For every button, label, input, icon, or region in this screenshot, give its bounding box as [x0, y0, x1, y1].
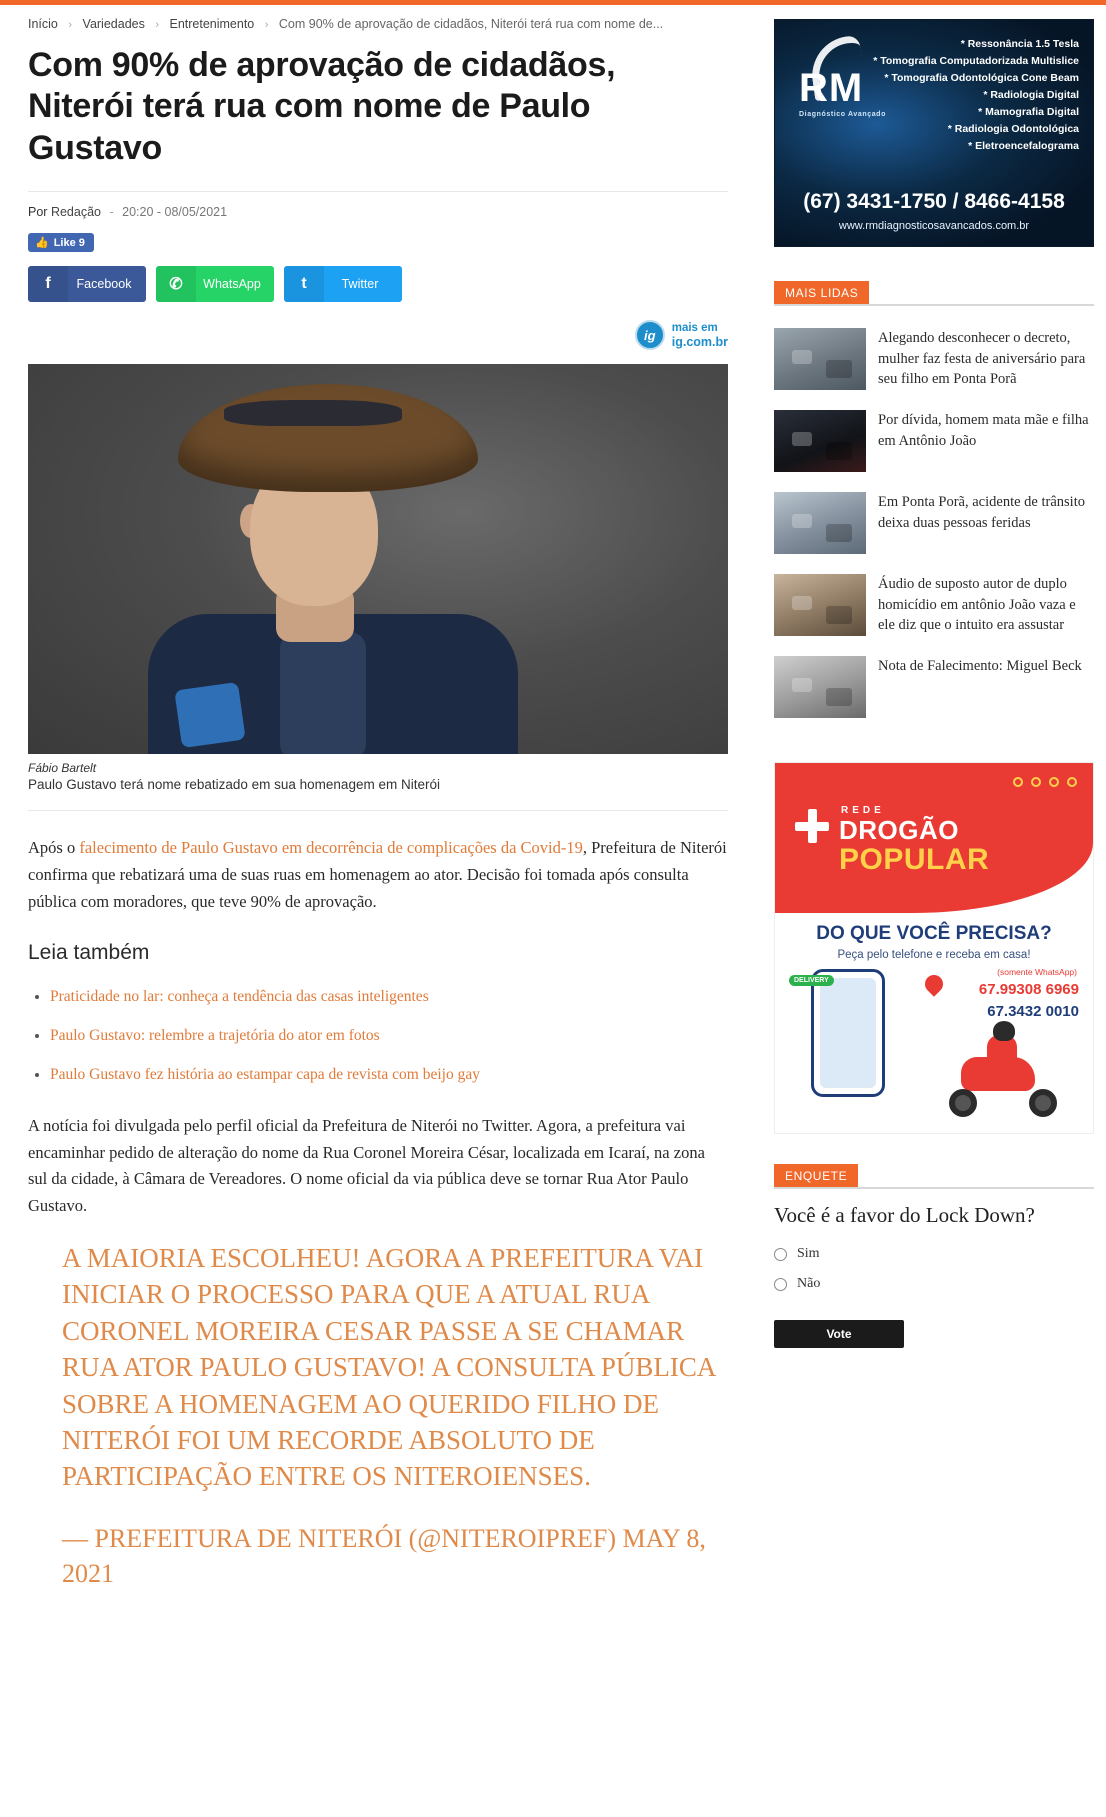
breadcrumb-separator-icon: ›: [155, 19, 159, 31]
story-title: Em Ponta Porã, acidente de trânsito deixa duas pessoas feridas: [878, 494, 1085, 531]
ad-drogao-popular[interactable]: [774, 762, 1094, 1134]
list-item[interactable]: [774, 400, 1094, 482]
article-figure: [28, 364, 728, 800]
leia-link-1[interactable]: Praticidade no lar: conheça a tendência das casas inteligentes: [50, 987, 429, 1005]
share-buttons: [28, 266, 728, 302]
ad-rm-service-4: * Radiologia Digital: [983, 89, 1079, 101]
leia-tambem-heading: Leia também: [28, 940, 150, 964]
story-title: Áudio de suposto autor de duplo homicídio em antônio João vaza e ele diz que o intuito era assustar: [878, 576, 1076, 634]
breadcrumb-separator-icon: ›: [68, 19, 73, 31]
ad-drogao-question: DO QUE VOCÊ PRECISA?: [816, 923, 1052, 944]
story-thumbnail: [774, 492, 866, 554]
lead-post-text: , Prefeitura de Niterói confirma que rebatizará uma de suas ruas em homenagem ao ator. Decisão foi tomada após consulta pública com moradores, que teve 90% de aprovação.: [28, 838, 727, 911]
poll-option-nao[interactable]: [774, 1276, 1094, 1292]
story-title: Alegando desconhecer o decreto, mulher faz festa de aniversário para seu filho em Ponta Porã: [878, 330, 1086, 388]
ad-drogao-whatsapp-note: (somente WhatsApp): [997, 967, 1077, 977]
mais-em-line1: mais em: [671, 321, 718, 334]
breadcrumb-current: Com 90% de aprovação de cidadãos, Niterói terá rua com nome de...: [278, 17, 664, 31]
radio-button-icon[interactable]: [774, 1248, 787, 1261]
ad-rm-service-3: * Tomografia Odontológica Cone Beam: [884, 72, 1079, 84]
byline-author[interactable]: Redação: [50, 205, 101, 220]
poll-option-label: Sim: [797, 1246, 820, 1261]
embedded-tweet-quote: [28, 1240, 728, 1591]
tweet-attribution[interactable]: — PREFEITURA DE NITERÓI (@NITEROIPREF) MAY 8, 2021: [62, 1523, 706, 1588]
ad-drogao-subtitle: Peça pelo telefone e receba em casa!: [837, 949, 1031, 961]
ad-drogao-dots-icon: [1013, 777, 1077, 787]
enquete-header: [774, 1164, 1094, 1189]
share-whatsapp-button[interactable]: [156, 266, 274, 302]
page-layout: [28, 5, 1089, 1617]
medical-cross-icon: [795, 809, 829, 843]
byline-by-label: Por: [28, 205, 48, 220]
poll-option-label: Não: [797, 1276, 821, 1291]
facebook-like-label: Like 9: [53, 236, 85, 249]
ad-rm-service-6: * Radiologia Odontológica: [947, 123, 1079, 135]
breadcrumb-separator-icon: ›: [264, 19, 269, 31]
mais-em-line2: ig.com.br: [671, 334, 728, 349]
ad-rm-services: [873, 36, 1079, 155]
article-paragraph-2: A notícia foi divulgada pelo perfil oficial da Prefeitura de Niterói no Twitter. Agora, a prefeitura vai encaminhar pedido de alteração do nome da Rua Coronel Moreira César, localizada em Icaraí, na zona sul da cidade, à Câmara de Vereadores. O nome oficial da via pública deve se tornar Rua Ator Paulo Gustavo.: [28, 1115, 705, 1216]
photo-subject-jacket-patch: [174, 682, 245, 748]
byline-dash: -: [109, 205, 114, 220]
facebook-icon: f: [28, 266, 68, 302]
article-body: [28, 810, 728, 1591]
ad-rm-service-1: * Ressonância 1.5 Tesla: [960, 38, 1079, 50]
ad-rm-service-5: * Mamografia Digital: [978, 106, 1079, 118]
breadcrumb-item-entretenimento[interactable]: Entretenimento: [169, 17, 255, 31]
mais-em-ig-badge[interactable]: [28, 320, 728, 350]
ad-drogao-phone-1: 67.99308 6969: [978, 981, 1079, 998]
mais-em-text: [672, 322, 728, 350]
ad-rm-brand-sub: Diagnóstico Avançado: [799, 111, 886, 118]
photo-caption: Paulo Gustavo terá nome rebatizado em sua homenagem em Niterói: [28, 777, 440, 793]
list-item[interactable]: [50, 1023, 728, 1048]
leia-link-2[interactable]: Paulo Gustavo: relembre a trajetória do ator em fotos: [50, 1026, 380, 1044]
list-item[interactable]: [774, 482, 1094, 564]
smartphone-icon: [811, 969, 885, 1097]
mais-lidas-header: [774, 281, 1094, 306]
sidebar-column: [774, 5, 1094, 1348]
story-thumbnail: [774, 328, 866, 390]
article-photo: [28, 364, 728, 754]
breadcrumb-item-variedades[interactable]: Variedades: [82, 17, 145, 31]
list-item[interactable]: [50, 984, 728, 1009]
photo-subject-shirt: [280, 632, 366, 754]
share-facebook-label: Facebook: [76, 277, 132, 292]
whatsapp-icon: ✆: [156, 266, 196, 302]
ig-logo-icon: ig: [635, 320, 665, 350]
mais-lidas-label: MAIS LIDAS: [774, 281, 869, 304]
story-title: Por dívida, homem mata mãe e filha em Antônio João: [878, 412, 1089, 449]
list-item[interactable]: [774, 318, 1094, 400]
article-lead-paragraph: [28, 835, 728, 915]
poll-question: Você é a favor do Lock Down?: [774, 1203, 1035, 1227]
lead-pre-text: Após o: [28, 838, 80, 858]
share-facebook-button[interactable]: [28, 266, 146, 302]
ad-rm-phone: (67) 3431-1750 / 8466-4158: [803, 190, 1065, 213]
ad-drogao-rede-label: REDE: [841, 805, 885, 816]
page-container: [0, 5, 1106, 1617]
byline-date: 20:20 - 08/05/2021: [122, 205, 228, 220]
ad-drogao-popular: POPULAR: [839, 843, 990, 876]
main-content-column: [28, 5, 728, 1617]
ad-rm-diagnostico[interactable]: [774, 19, 1094, 247]
share-whatsapp-label: WhatsApp: [203, 277, 261, 292]
share-twitter-label: Twitter: [341, 277, 379, 292]
vote-button[interactable]: Vote: [774, 1320, 904, 1348]
story-thumbnail: [774, 656, 866, 718]
twitter-icon: t: [284, 266, 324, 302]
radio-button-icon[interactable]: [774, 1278, 787, 1291]
byline: [28, 191, 728, 219]
photo-subject-hat-band: [224, 400, 402, 426]
list-item[interactable]: [774, 646, 1094, 728]
scooter-delivery-icon: [943, 1043, 1063, 1119]
photo-credit: Fábio Bartelt: [28, 761, 97, 776]
thumbs-up-icon: 👍: [35, 237, 49, 250]
leia-link-3[interactable]: Paulo Gustavo fez história ao estampar capa de revista com beijo gay: [50, 1065, 480, 1083]
map-pin-icon: [921, 971, 946, 996]
ad-drogao-phone-2: 67.3432 0010: [987, 1003, 1079, 1020]
story-thumbnail: [774, 410, 866, 472]
ad-rm-service-2: * Tomografia Computadorizada Multislice: [873, 55, 1079, 67]
story-thumbnail: [774, 574, 866, 636]
delivery-badge-icon: DELIVERY: [789, 975, 834, 986]
page-title: Com 90% de aprovação de cidadãos, Niterói terá rua com nome de Paulo Gustavo: [28, 46, 616, 167]
share-twitter-button[interactable]: [284, 266, 402, 302]
facebook-like-button[interactable]: [28, 233, 94, 252]
breadcrumb: [28, 5, 728, 37]
lead-inline-link[interactable]: falecimento de Paulo Gustavo em decorrência de complicações da Covid-19: [79, 838, 583, 858]
story-title: Nota de Falecimento: Miguel Beck: [878, 658, 1082, 674]
ad-rm-website: www.rmdiagnosticosavancados.com.br: [838, 220, 1030, 232]
list-item[interactable]: [50, 1062, 728, 1087]
leia-tambem-list: [28, 984, 728, 1087]
breadcrumb-item-inicio[interactable]: Início: [28, 17, 58, 31]
poll-option-sim[interactable]: [774, 1246, 1094, 1262]
ad-rm-brand: RM: [799, 66, 864, 110]
list-item[interactable]: [774, 564, 1094, 646]
ad-rm-service-7: * Eletroencefalograma: [968, 140, 1079, 152]
enquete-label: ENQUETE: [774, 1164, 858, 1187]
tweet-text: A MAIORIA ESCOLHEU! AGORA A PREFEITURA VAI INICIAR O PROCESSO PARA QUE A ATUAL RUA CORONEL MOREIRA CESAR PASSE A SE CHAMAR RUA ATOR PAULO GUSTAVO! A CONSULTA PÚBLICA SOBRE A HOMENAGEM AO QUERIDO FILHO DE NITERÓI FOI UM RECORDE ABSOLUTO DE PARTICIPAÇÃO ENTRE OS NITEROIENSES.: [62, 1242, 715, 1492]
ad-drogao-name: DROGÃO: [839, 815, 959, 845]
